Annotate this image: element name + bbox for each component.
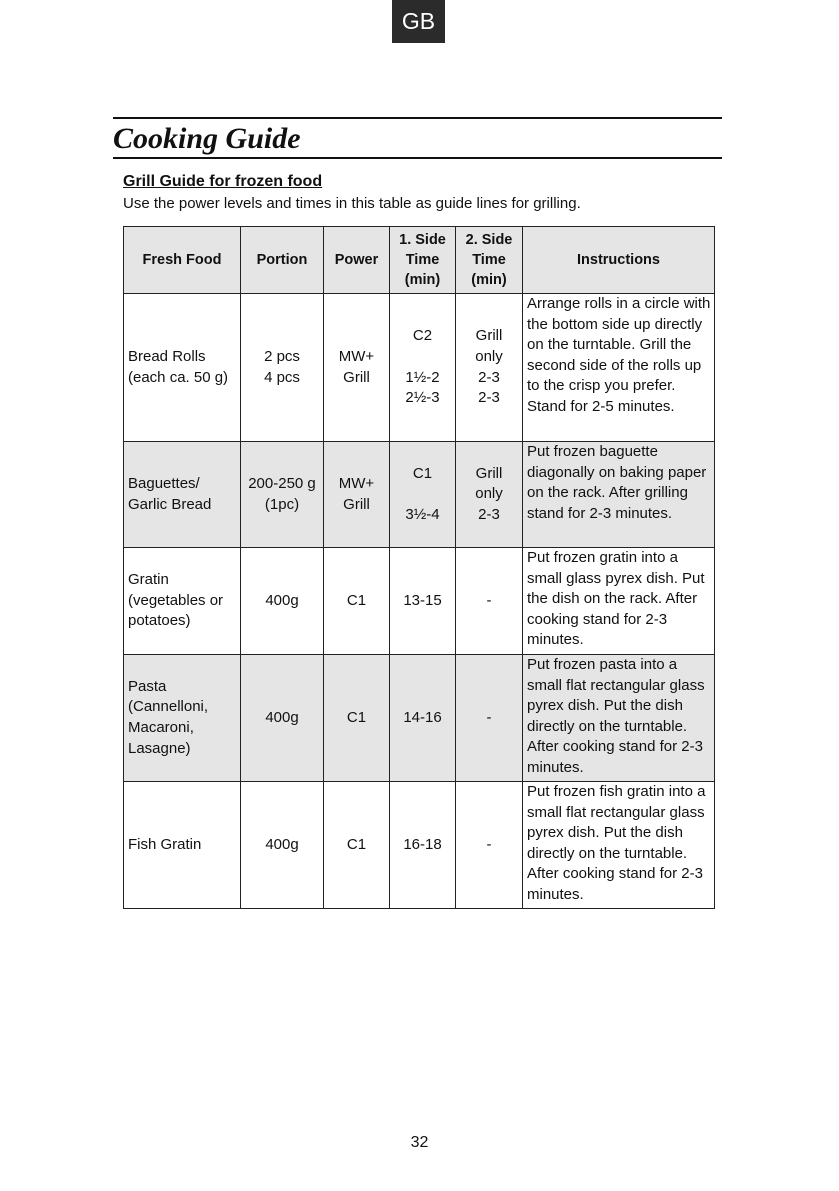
cell-power: C1 (324, 655, 390, 782)
cell-instructions: Put frozen fish gratin into a small flat rectangular glass pyrex dish. Put the dish directly on the turntable. After cooking stand for 2-3 minutes. (523, 782, 715, 909)
cell-side2-time: - (456, 548, 523, 655)
cell-power: C1 (324, 782, 390, 909)
table-row (124, 655, 715, 782)
header-power: Power (324, 227, 390, 294)
table-row (124, 294, 715, 442)
cell-portion: 400g (241, 655, 324, 782)
header-portion: Portion (241, 227, 324, 294)
cell-side2-time: Grill only 2-3 (456, 442, 523, 548)
cell-power: MW+ Grill (324, 294, 390, 442)
cell-food: Fish Gratin (124, 782, 241, 909)
cell-food: Gratin (vegetables or potatoes) (124, 548, 241, 655)
cell-side1-time: C1 3½-4 (390, 442, 456, 548)
title-rule-bottom (113, 157, 722, 159)
title-rule-top (113, 117, 722, 119)
cell-food: Baguettes/ Garlic Bread (124, 442, 241, 548)
cell-side2-time: Grill only 2-3 2-3 (456, 294, 523, 442)
cell-side1-time: C2 1½-2 2½-3 (390, 294, 456, 442)
cell-portion: 2 pcs 4 pcs (241, 294, 324, 442)
language-tab: GB (392, 0, 445, 43)
cell-side1-time: 16-18 (390, 782, 456, 909)
table-row (124, 782, 715, 909)
header-side2-time: 2. Side Time (min) (456, 227, 523, 294)
header-fresh-food: Fresh Food (124, 227, 241, 294)
cell-food: Pasta (Cannelloni, Macaroni, Lasagne) (124, 655, 241, 782)
cell-portion: 200-250 g (1pc) (241, 442, 324, 548)
cell-portion: 400g (241, 548, 324, 655)
cell-instructions: Arrange rolls in a circle with the bottom side up directly on the turntable. Grill the second side of the rolls up to the crisp you prefer. Stand for 2-5 minutes. (523, 294, 715, 442)
cell-instructions: Put frozen gratin into a small glass pyrex dish. Put the dish on the rack. After cooking stand for 2-3 minutes. (523, 548, 715, 655)
cell-portion: 400g (241, 782, 324, 909)
grill-guide-table (123, 226, 715, 909)
cell-power: C1 (324, 548, 390, 655)
cell-instructions: Put frozen baguette diagonally on baking paper on the rack. After grilling stand for 2-3 minutes. (523, 442, 715, 548)
cell-food: Bread Rolls (each ca. 50 g) (124, 294, 241, 442)
header-side1-time: 1. Side Time (min) (390, 227, 456, 294)
table-header-row (124, 227, 715, 294)
table-row (124, 548, 715, 655)
cell-power: MW+ Grill (324, 442, 390, 548)
page-number: 32 (410, 1134, 429, 1151)
cell-instructions: Put frozen pasta into a small flat rectangular glass pyrex dish. Put the dish directly on the turntable. After cooking stand for 2-3 minutes. (523, 655, 715, 782)
section-intro: Use the power levels and times in this table as guide lines for grilling. (123, 195, 581, 212)
cell-side1-time: 14-16 (390, 655, 456, 782)
page-title: Cooking Guide (113, 122, 301, 155)
table-row (124, 442, 715, 548)
cell-side1-time: 13-15 (390, 548, 456, 655)
header-instructions: Instructions (523, 227, 715, 294)
cell-side2-time: - (456, 655, 523, 782)
section-title: Grill Guide for frozen food (123, 173, 323, 190)
cell-side2-time: - (456, 782, 523, 909)
